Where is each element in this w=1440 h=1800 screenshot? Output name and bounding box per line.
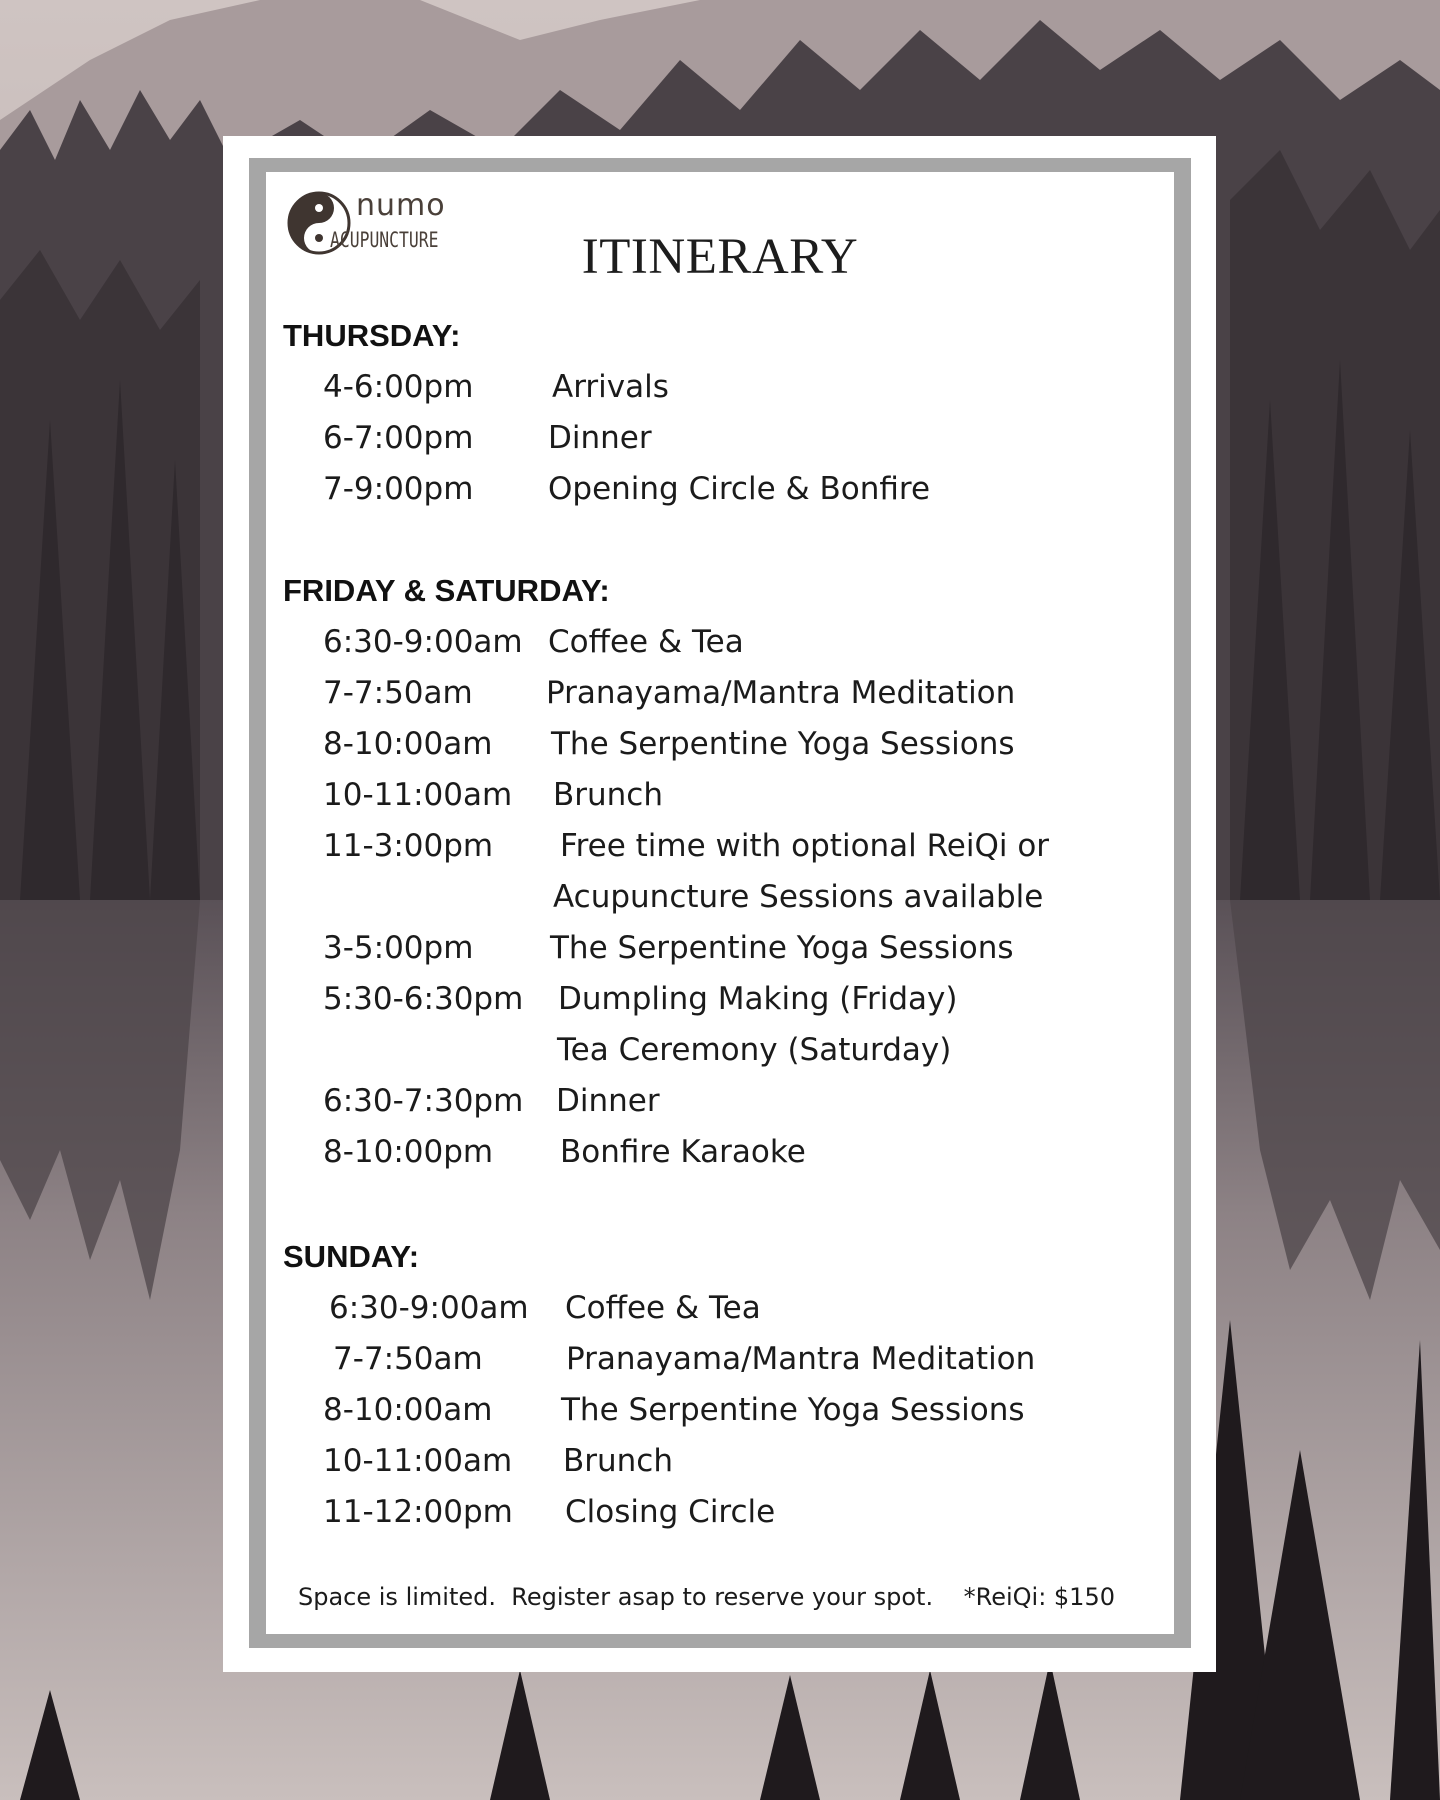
numo-acupuncture-logo (286, 190, 466, 258)
schedule-time: 8-10:00am (323, 1392, 493, 1428)
schedule-activity: Pranayama/Mantra Meditation (566, 1341, 1036, 1377)
schedule-activity: Brunch (563, 1443, 673, 1479)
logo-brand-text: numo (356, 188, 446, 223)
schedule-time: 10-11:00am (323, 1443, 513, 1479)
page-title: ITINERARY (581, 229, 859, 285)
schedule-time: 7-7:50am (323, 675, 473, 711)
schedule-time: 6:30-7:30pm (323, 1083, 524, 1119)
schedule-activity: The Serpentine Yoga Sessions (561, 1392, 1025, 1428)
schedule-time: 10-11:00am (323, 777, 513, 813)
schedule-time: 11-12:00pm (323, 1494, 513, 1530)
logo-subtitle-text: ACUPUNCTURE (330, 228, 439, 252)
schedule-activity: Pranayama/Mantra Meditation (546, 675, 1016, 711)
schedule-activity: The Serpentine Yoga Sessions (551, 726, 1015, 762)
schedule-time: 8-10:00pm (323, 1134, 494, 1170)
schedule-activity-line2: Acupuncture Sessions available (553, 879, 1044, 915)
day-heading-friday-saturday: FRIDAY & SATURDAY: (283, 573, 610, 608)
schedule-time: 11-3:00pm (323, 828, 494, 864)
schedule-time: 8-10:00am (323, 726, 493, 762)
schedule-time: 7-7:50am (333, 1341, 483, 1377)
schedule-activity: Brunch (553, 777, 663, 813)
schedule-time: 4-6:00pm (323, 369, 474, 405)
schedule-activity: Coffee & Tea (548, 624, 744, 660)
schedule-activity: Dinner (548, 420, 652, 456)
schedule-time: 5:30-6:30pm (323, 981, 524, 1017)
schedule-activity: Bonfire Karaoke (560, 1134, 806, 1170)
schedule-activity: Closing Circle (565, 1494, 776, 1530)
schedule-activity: Dinner (556, 1083, 660, 1119)
footer-note: Space is limited. Register asap to reserve your spot. *ReiQi: $150 (298, 1583, 1115, 1611)
schedule-time: 6-7:00pm (323, 420, 474, 456)
day-heading-thursday: THURSDAY: (283, 318, 461, 353)
schedule-time: 6:30-9:00am (329, 1290, 529, 1326)
day-heading-sunday: SUNDAY: (283, 1239, 420, 1274)
schedule-activity: Free time with optional ReiQi or (560, 828, 1050, 864)
schedule-activity: Dumpling Making (Friday) (558, 981, 958, 1017)
schedule-activity: Arrivals (552, 369, 669, 405)
schedule-activity-line2: Tea Ceremony (Saturday) (557, 1032, 952, 1068)
schedule-time: 3-5:00pm (323, 930, 474, 966)
schedule-activity: Coffee & Tea (565, 1290, 761, 1326)
schedule-time: 7-9:00pm (323, 471, 474, 507)
schedule-time: 6:30-9:00am (323, 624, 523, 660)
schedule-activity: The Serpentine Yoga Sessions (550, 930, 1014, 966)
schedule-activity: Opening Circle & Bonfire (548, 471, 931, 507)
